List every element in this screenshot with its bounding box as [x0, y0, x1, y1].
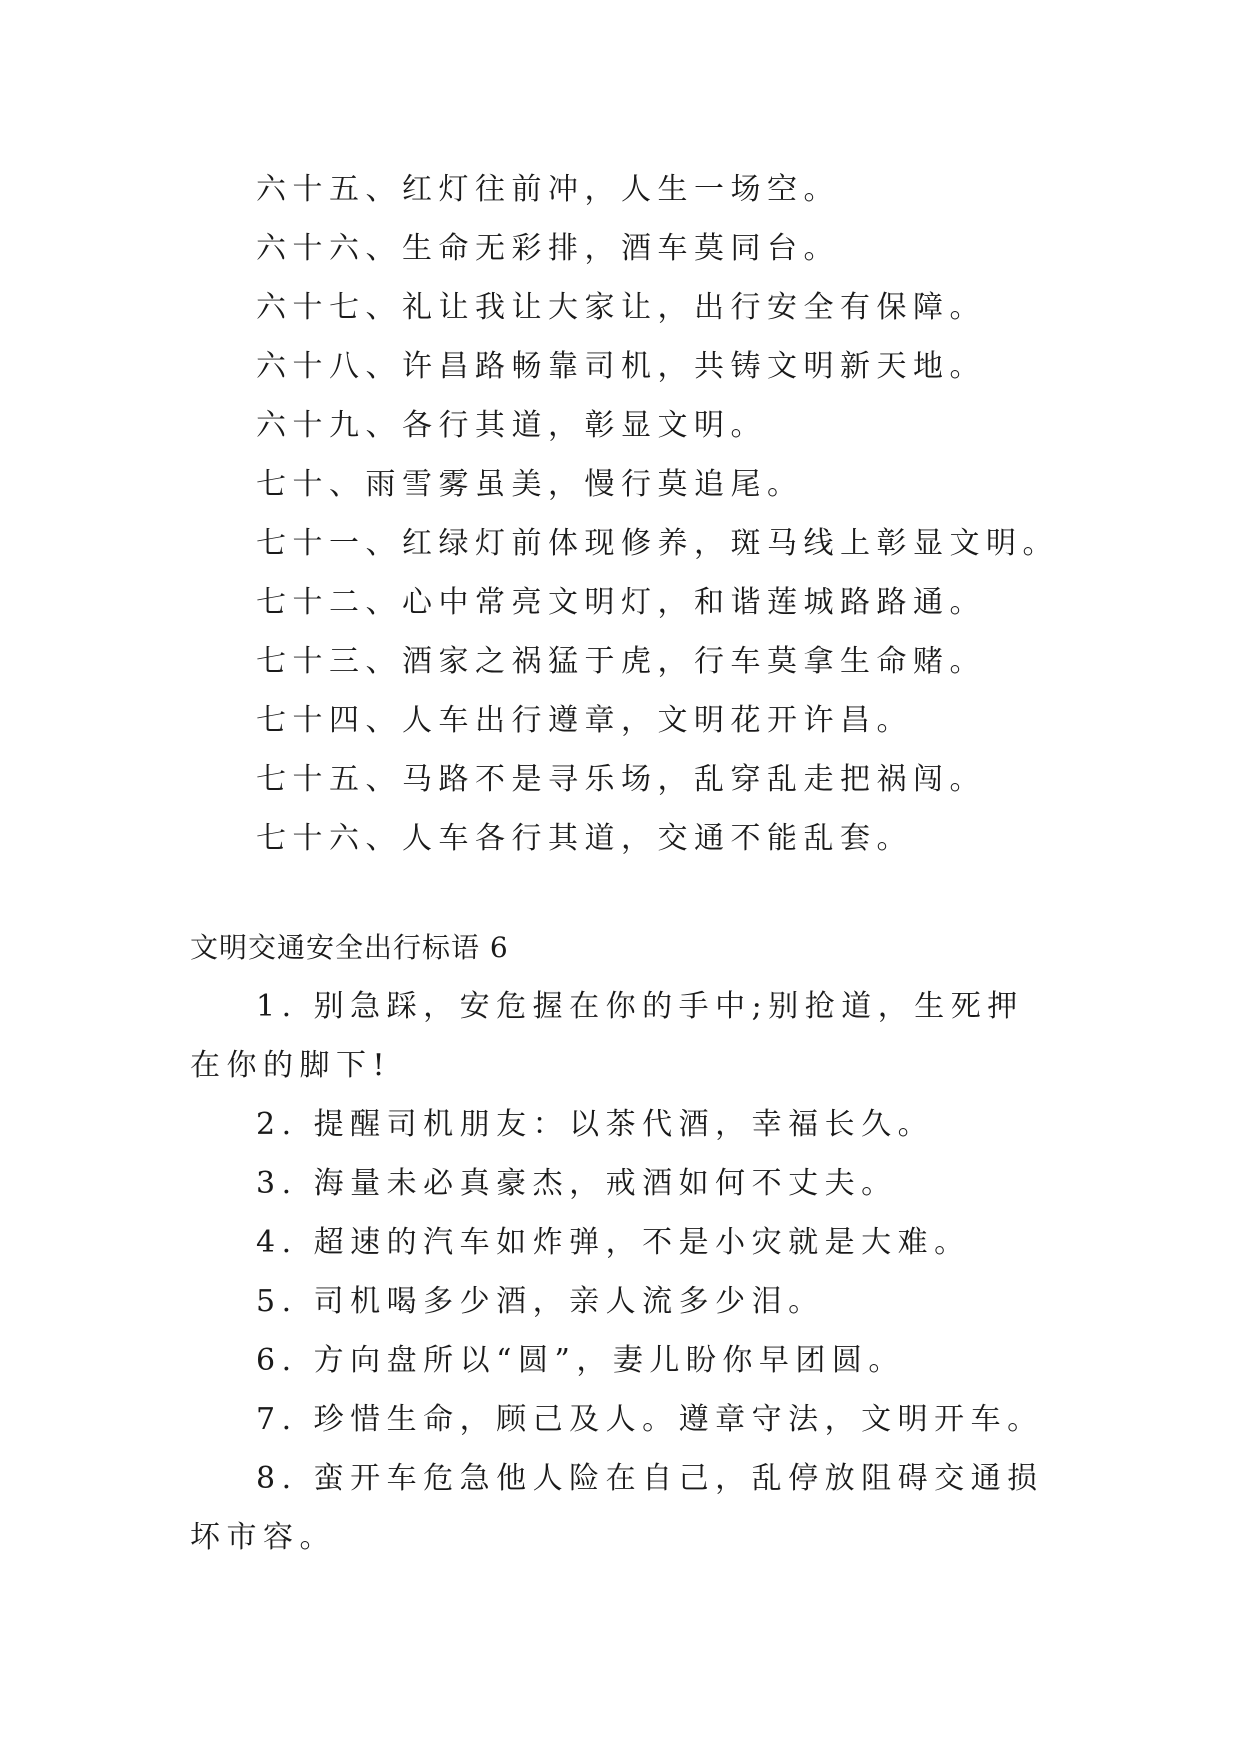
slogan-line: 七十三、酒家之祸猛于虎，行车莫拿生命赌。 — [256, 644, 986, 679]
slogan-section-6 — [190, 918, 1050, 1567]
slogan-line: 七十六、人车各行其道，交通不能乱套。 — [256, 821, 913, 856]
slogan-line: 七十二、心中常亮文明灯，和谐莲城路路通。 — [256, 585, 986, 620]
slogan-line: 六十七、礼让我让大家让，出行安全有保障。 — [256, 290, 986, 325]
numbered-slogan: 2. 提醒司机朋友：以茶代酒，幸福长久。 — [256, 1107, 935, 1142]
slogan-line: 七十五、马路不是寻乐场，乱穿乱走把祸闯。 — [256, 762, 986, 797]
section-heading: 文明交通安全出行标语 6 — [190, 931, 509, 964]
slogan-line: 六十五、红灯往前冲，人生一场空。 — [256, 172, 840, 207]
numbered-slogan: 6. 方向盘所以“圆”，妻儿盼你早团圆。 — [256, 1343, 905, 1378]
numbered-slogan: 5. 司机喝多少酒，亲人流多少泪。 — [256, 1284, 825, 1319]
slogan-line: 六十九、各行其道，彰显文明。 — [256, 408, 767, 443]
slogan-line: 六十八、许昌路畅靠司机，共铸文明新天地。 — [256, 349, 986, 384]
numbered-slogan: 1. 别急踩，安危握在你的手中;别抢道，生死押在你的脚下! — [190, 989, 1024, 1083]
slogan-line: 七十、雨雪雾虽美，慢行莫追尾。 — [256, 467, 804, 502]
slogan-line: 七十四、人车出行遵章，文明花开许昌。 — [256, 703, 913, 738]
numbered-slogan: 3. 海量未必真豪杰，戒酒如何不丈夫。 — [256, 1166, 898, 1201]
numbered-slogan: 7. 珍惜生命，顾己及人。遵章守法，文明开车。 — [256, 1402, 1044, 1437]
slogan-line: 六十六、生命无彩排，酒车莫同台。 — [256, 231, 840, 266]
numbered-slogan: 8. 蛮开车危急他人险在自己，乱停放阻碍交通损坏市容。 — [190, 1461, 1044, 1555]
slogan-line: 七十一、红绿灯前体现修养，斑马线上彰显文明。 — [256, 526, 1059, 561]
numbered-slogan: 4. 超速的汽车如炸弹，不是小灾就是大难。 — [256, 1225, 971, 1260]
slogan-list — [190, 160, 1090, 868]
